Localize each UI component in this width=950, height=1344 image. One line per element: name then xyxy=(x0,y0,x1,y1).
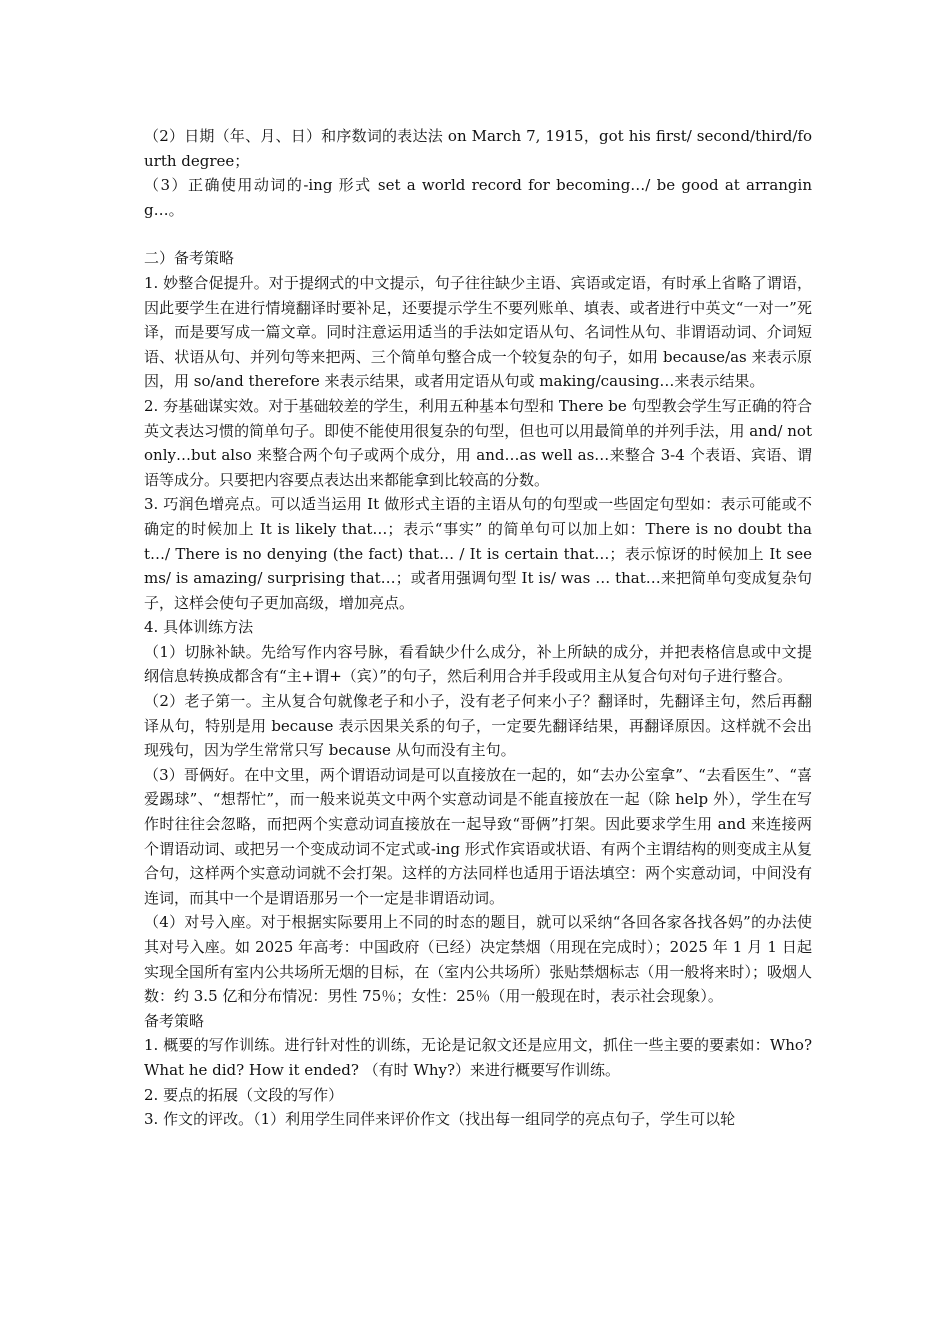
paragraph-method-4: （4）对号入座。对于根据实际要用上不同的时态的题目，就可以采纳“各回各家各找各妈”的办法使其对号入座。如 2025 年高考：中国政府（已经）决定禁烟（用现在完成时）；2025 年 1 月 1 日起实现全国所有室内公共场所无烟的目标，在（室内公共场所）张贴禁烟标志（用一般将来时）；吸烟人数：约 3.5 亿和分布情况：男性 75％；女性：25％（用一般现在时，表示社会现象）。 xyxy=(144,913,812,1006)
heading-strategy-2: 备考策略 xyxy=(144,1011,205,1030)
paragraph-expansion: 2. 要点的拓展（文段的写作） xyxy=(144,1085,344,1104)
paragraph-method-2: （2）老子第一。主从复合句就像老子和小子，没有老子何来小子？翻译时，先翻译主句，然后再翻译从句，特别是用 because 表示因果关系的句子，一定要先翻译结果，再翻译原因。这样就不会出现残句，因为学生常常只写 because 从句而没有主句。 xyxy=(144,692,812,760)
paragraph-method-1: （1）切脉补缺。先给写作内容号脉，看看缺少什么成分，补上所缺的成分，并把表格信息或中文提纲信息转换成都含有“主+谓+（宾）”的句子，然后利用合并手段或用主从复合句对句子进行整合。 xyxy=(144,642,812,686)
paragraph-review: 3. 作文的评改。（1）利用学生同伴来评价作文（找出每一组同学的亮点句子，学生可以轮 xyxy=(144,1110,736,1129)
blank-line xyxy=(144,222,812,246)
paragraph-polish: 3. 巧润色增亮点。可以适当运用 It 做形式主语的主语从句的句型或一些固定句型如：表示可能或不确定的时候加上 It is likely that…；表示“事实” 的简单句可以加上如：There is no doubt that…/ There is no denying (the fact) that… / It is certain that…；表示惊讶的时候加上 It seems/ is amazing/ surprising that…；或者用强调句型 It is/ was … that…来把简单句变成复杂句子，这样会使句子更加高级，增加亮点。 xyxy=(144,495,812,612)
heading-training-methods: 4. 具体训练方法 xyxy=(144,618,254,637)
paragraph-method-3: （3）哥俩好。在中文里，两个谓语动词是可以直接放在一起的，如“去办公室拿”、“去看医生”、“喜爱踢球”、“想帮忙”，而一般来说英文中两个实意动词是不能直接放在一起（除 help 外），学生在写作时往往会忽略，而把两个实意动词直接放在一起导致“哥俩”打架。因此要求学生用 and 来连接两个谓语动词、或把另一个变成动词不定式或-ing 形式作宾语或状语、有两个主谓结构的则变成主从复合句，这样两个实意动词就不会打架。这样的方法同样也适用于语法填空：两个实意动词，中间没有连词，而其中一个是谓语那另一个一定是非谓语动词。 xyxy=(144,765,812,907)
paragraph-basics: 2. 夯基础谋实效。对于基础较差的学生，利用五种基本句型和 There be 句型教会学生写正确的符合英文表达习惯的简单句子。即使不能使用很复杂的句型，但也可以用最简单的并列手法，用 and/ not only…but also 来整合两个句子或两个成分，用 and…as well as…来整合 3-4 个表语、宾语、谓语等成分。只要把内容要点表达出来都能拿到比较高的分数。 xyxy=(144,396,812,489)
paragraph-date-ordinals: （2）日期（年、月、日）和序数词的表达法 on March 7, 1915，got his first/ second/third/fourth degree； xyxy=(144,127,812,170)
document-body xyxy=(144,124,812,1132)
paragraph-integrate: 1. 妙整合促提升。对于提纲式的中文提示，句子往往缺少主语、宾语或定语，有时承上省略了谓语，因此要学生在进行情境翻译时要补足，还要提示学生不要列账单、填表、或者进行中英文“一对一”死译，而是要写成一篇文章。同时注意运用适当的手法如定语从句、名词性从句、非谓语动词、介词短语、状语从句、并列句等来把两、三个简单句整合成一个较复杂的句子，如用 because/as 来表示原因，用 so/and therefore 来表示结果，或者用定语从句或 making/causing…来表示结果。 xyxy=(144,273,812,391)
paragraph-summary-writing: 1. 概要的写作训练。进行针对性的训练，无论是记叙文还是应用文，抓住一些主要的要素如：Who? What he did? How it ended? （有时 Why?）来进行概要写作训练。 xyxy=(144,1036,812,1079)
paragraph-ing-form: （3）正确使用动词的-ing 形式 set a world record for becoming…/ be good at arranging…。 xyxy=(144,176,812,219)
section-heading-strategy: 二）备考策略 xyxy=(144,249,235,268)
